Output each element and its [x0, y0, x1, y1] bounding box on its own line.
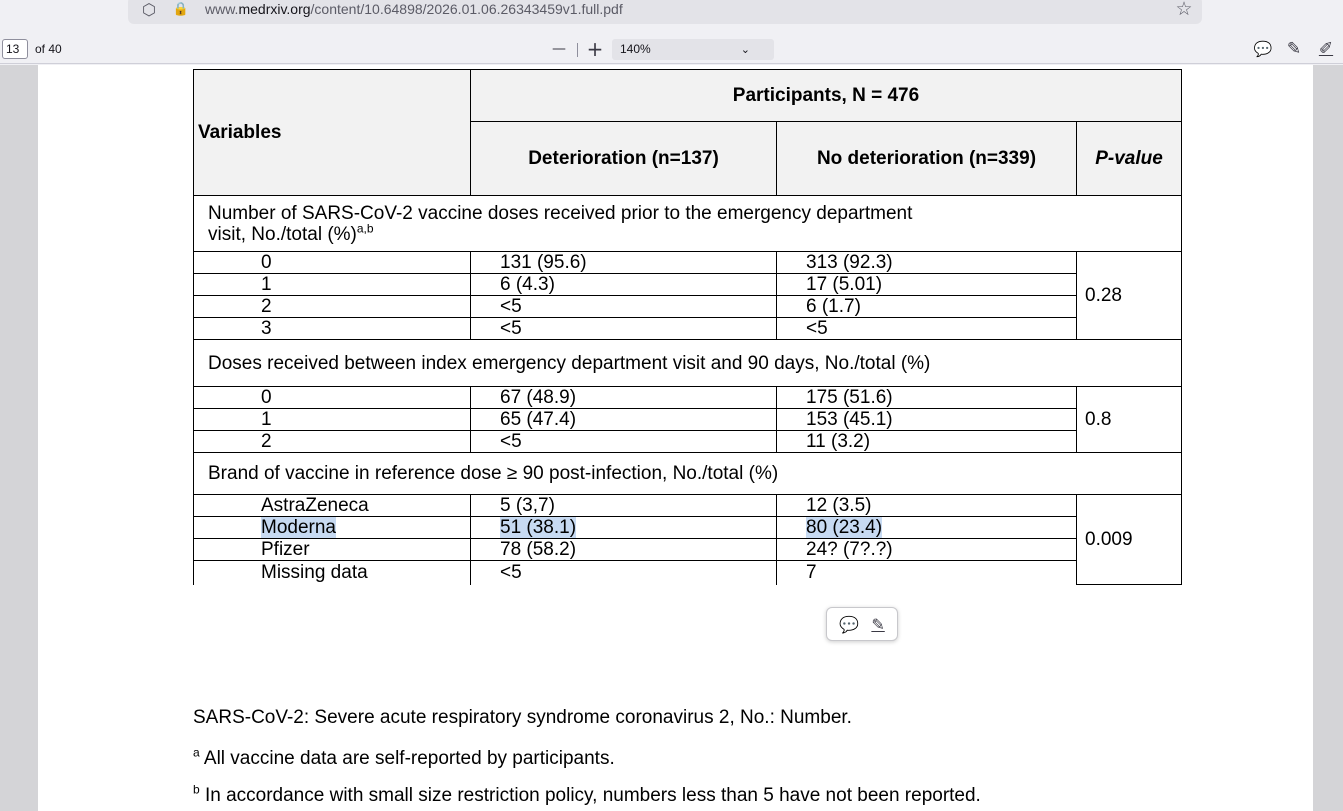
pdf-viewer[interactable]	[0, 65, 1343, 811]
row-label: 1	[194, 274, 471, 296]
table-row	[194, 252, 1182, 274]
lock-icon[interactable]: 🔒	[172, 1, 190, 17]
table-row	[194, 274, 1182, 296]
zoom-select[interactable]	[612, 39, 774, 60]
table-row	[194, 296, 1182, 318]
no-deterioration-cell: 11 (3.2)	[777, 431, 1077, 453]
row-label: Pfizer	[194, 539, 471, 561]
table-row	[194, 495, 1182, 517]
comment-icon[interactable]: 💬	[1253, 40, 1273, 58]
pdf-page	[38, 65, 1313, 811]
deterioration-cell: 67 (48.9)	[471, 387, 777, 409]
table-row	[194, 539, 1182, 561]
no-deterioration-cell: 7	[777, 561, 1077, 585]
pvalue-cell: 0.8	[1077, 387, 1182, 453]
deterioration-cell: 78 (58.2)	[471, 539, 777, 561]
page-count: of 40	[35, 42, 62, 56]
row-label: 0	[194, 252, 471, 274]
no-deterioration-cell: 153 (45.1)	[777, 409, 1077, 431]
results-table	[193, 69, 1182, 585]
add-comment-icon[interactable]: 💬	[839, 614, 860, 634]
footnote-abbreviations: SARS-CoV-2: Severe acute respiratory syndrome coronavirus 2, No.: Number.	[193, 707, 852, 728]
text-selection[interactable]: 80 (23.4)	[806, 517, 883, 538]
no-deterioration-cell: 12 (3.5)	[777, 495, 1077, 517]
table-row	[194, 387, 1182, 409]
section-title-vaccine-brand: Brand of vaccine in reference dose ≥ 90 post-infection, No./total (%)	[194, 453, 1182, 495]
highlight-icon[interactable]: ✎	[871, 614, 885, 634]
deterioration-cell: 131 (95.6)	[471, 252, 777, 274]
row-label: Missing data	[194, 561, 471, 585]
no-deterioration-header: No deterioration (n=339)	[777, 122, 1077, 196]
row-label: AstraZeneca	[194, 495, 471, 517]
footnote-a: $^a$ All vaccine data are self-reported by participants.	[193, 745, 615, 769]
deterioration-cell[interactable]	[471, 517, 777, 539]
row-label: 3	[194, 318, 471, 340]
deterioration-cell: <5	[471, 296, 777, 318]
section-title-doses-90-days: Doses received between index emergency department visit and 90 days, No./total (%)	[194, 340, 1182, 387]
deterioration-cell: 65 (47.4)	[471, 409, 777, 431]
deterioration-cell: <5	[471, 561, 777, 585]
page-number-input[interactable]: 13	[2, 39, 28, 59]
footnote-marker: a,b	[356, 221, 374, 236]
table-row	[194, 431, 1182, 453]
url-prefix: www.	[205, 1, 239, 17]
no-deterioration-cell: 24? (7?.?)	[777, 539, 1077, 561]
url-domain: medrxiv.org	[238, 1, 311, 17]
no-deterioration-cell: <5	[777, 318, 1077, 340]
row-label: 0	[194, 387, 471, 409]
text-selection[interactable]: 51 (38.1)	[500, 517, 577, 538]
no-deterioration-cell: 313 (92.3)	[777, 252, 1077, 274]
zoom-level: 140%	[620, 42, 651, 56]
pvalue-cell: 0.009	[1077, 495, 1182, 585]
text-selection[interactable]: Moderna	[261, 517, 336, 538]
table-row	[194, 561, 1182, 585]
zoom-out-button[interactable]: —	[552, 41, 566, 57]
table-row	[194, 409, 1182, 431]
variables-header: Variables	[194, 70, 471, 196]
toolbar-divider	[577, 43, 578, 57]
shield-icon[interactable]: ⬡	[142, 0, 156, 19]
no-deterioration-cell: 17 (5.01)	[777, 274, 1077, 296]
zoom-in-button[interactable]: +	[586, 37, 604, 61]
section-title-prior-doses: Number of SARS-CoV-2 vaccine doses received prior to the emergency department visit, No./total (%)$^{a,b}$	[194, 196, 1182, 252]
row-label: 1	[194, 409, 471, 431]
no-deterioration-cell: 175 (51.6)	[777, 387, 1077, 409]
draw-icon[interactable]: ✐	[1318, 39, 1334, 59]
deterioration-cell: 6 (4.3)	[471, 274, 777, 296]
selection-popup	[826, 607, 898, 641]
bookmark-star-icon[interactable]: ☆	[1175, 0, 1193, 20]
row-label: 2	[194, 296, 471, 318]
pvalue-header: P-value	[1077, 122, 1182, 196]
no-deterioration-cell: 6 (1.7)	[777, 296, 1077, 318]
row-label[interactable]	[194, 517, 471, 539]
pvalue-cell: 0.28	[1077, 252, 1182, 340]
footnote-b: $^b$ In accordance with small size restriction policy, numbers less than 5 have not been reported.	[193, 782, 981, 806]
edit-text-icon[interactable]: ✎	[1286, 39, 1302, 59]
deterioration-header: Deterioration (n=137)	[471, 122, 777, 196]
participants-header: Participants, N = 476	[471, 70, 1182, 122]
no-deterioration-cell[interactable]	[777, 517, 1077, 539]
row-label: 2	[194, 431, 471, 453]
url-text[interactable]	[205, 0, 623, 18]
pdf-toolbar	[0, 34, 1343, 64]
address-bar	[0, 0, 1343, 28]
deterioration-cell: <5	[471, 318, 777, 340]
table-row	[194, 318, 1182, 340]
deterioration-cell: <5	[471, 431, 777, 453]
chevron-down-icon: ⌄	[740, 43, 750, 56]
table-row	[194, 517, 1182, 539]
url-path: /content/10.64898/2026.01.06.26343459v1.full.pdf	[310, 1, 623, 17]
deterioration-cell: 5 (3,7)	[471, 495, 777, 517]
